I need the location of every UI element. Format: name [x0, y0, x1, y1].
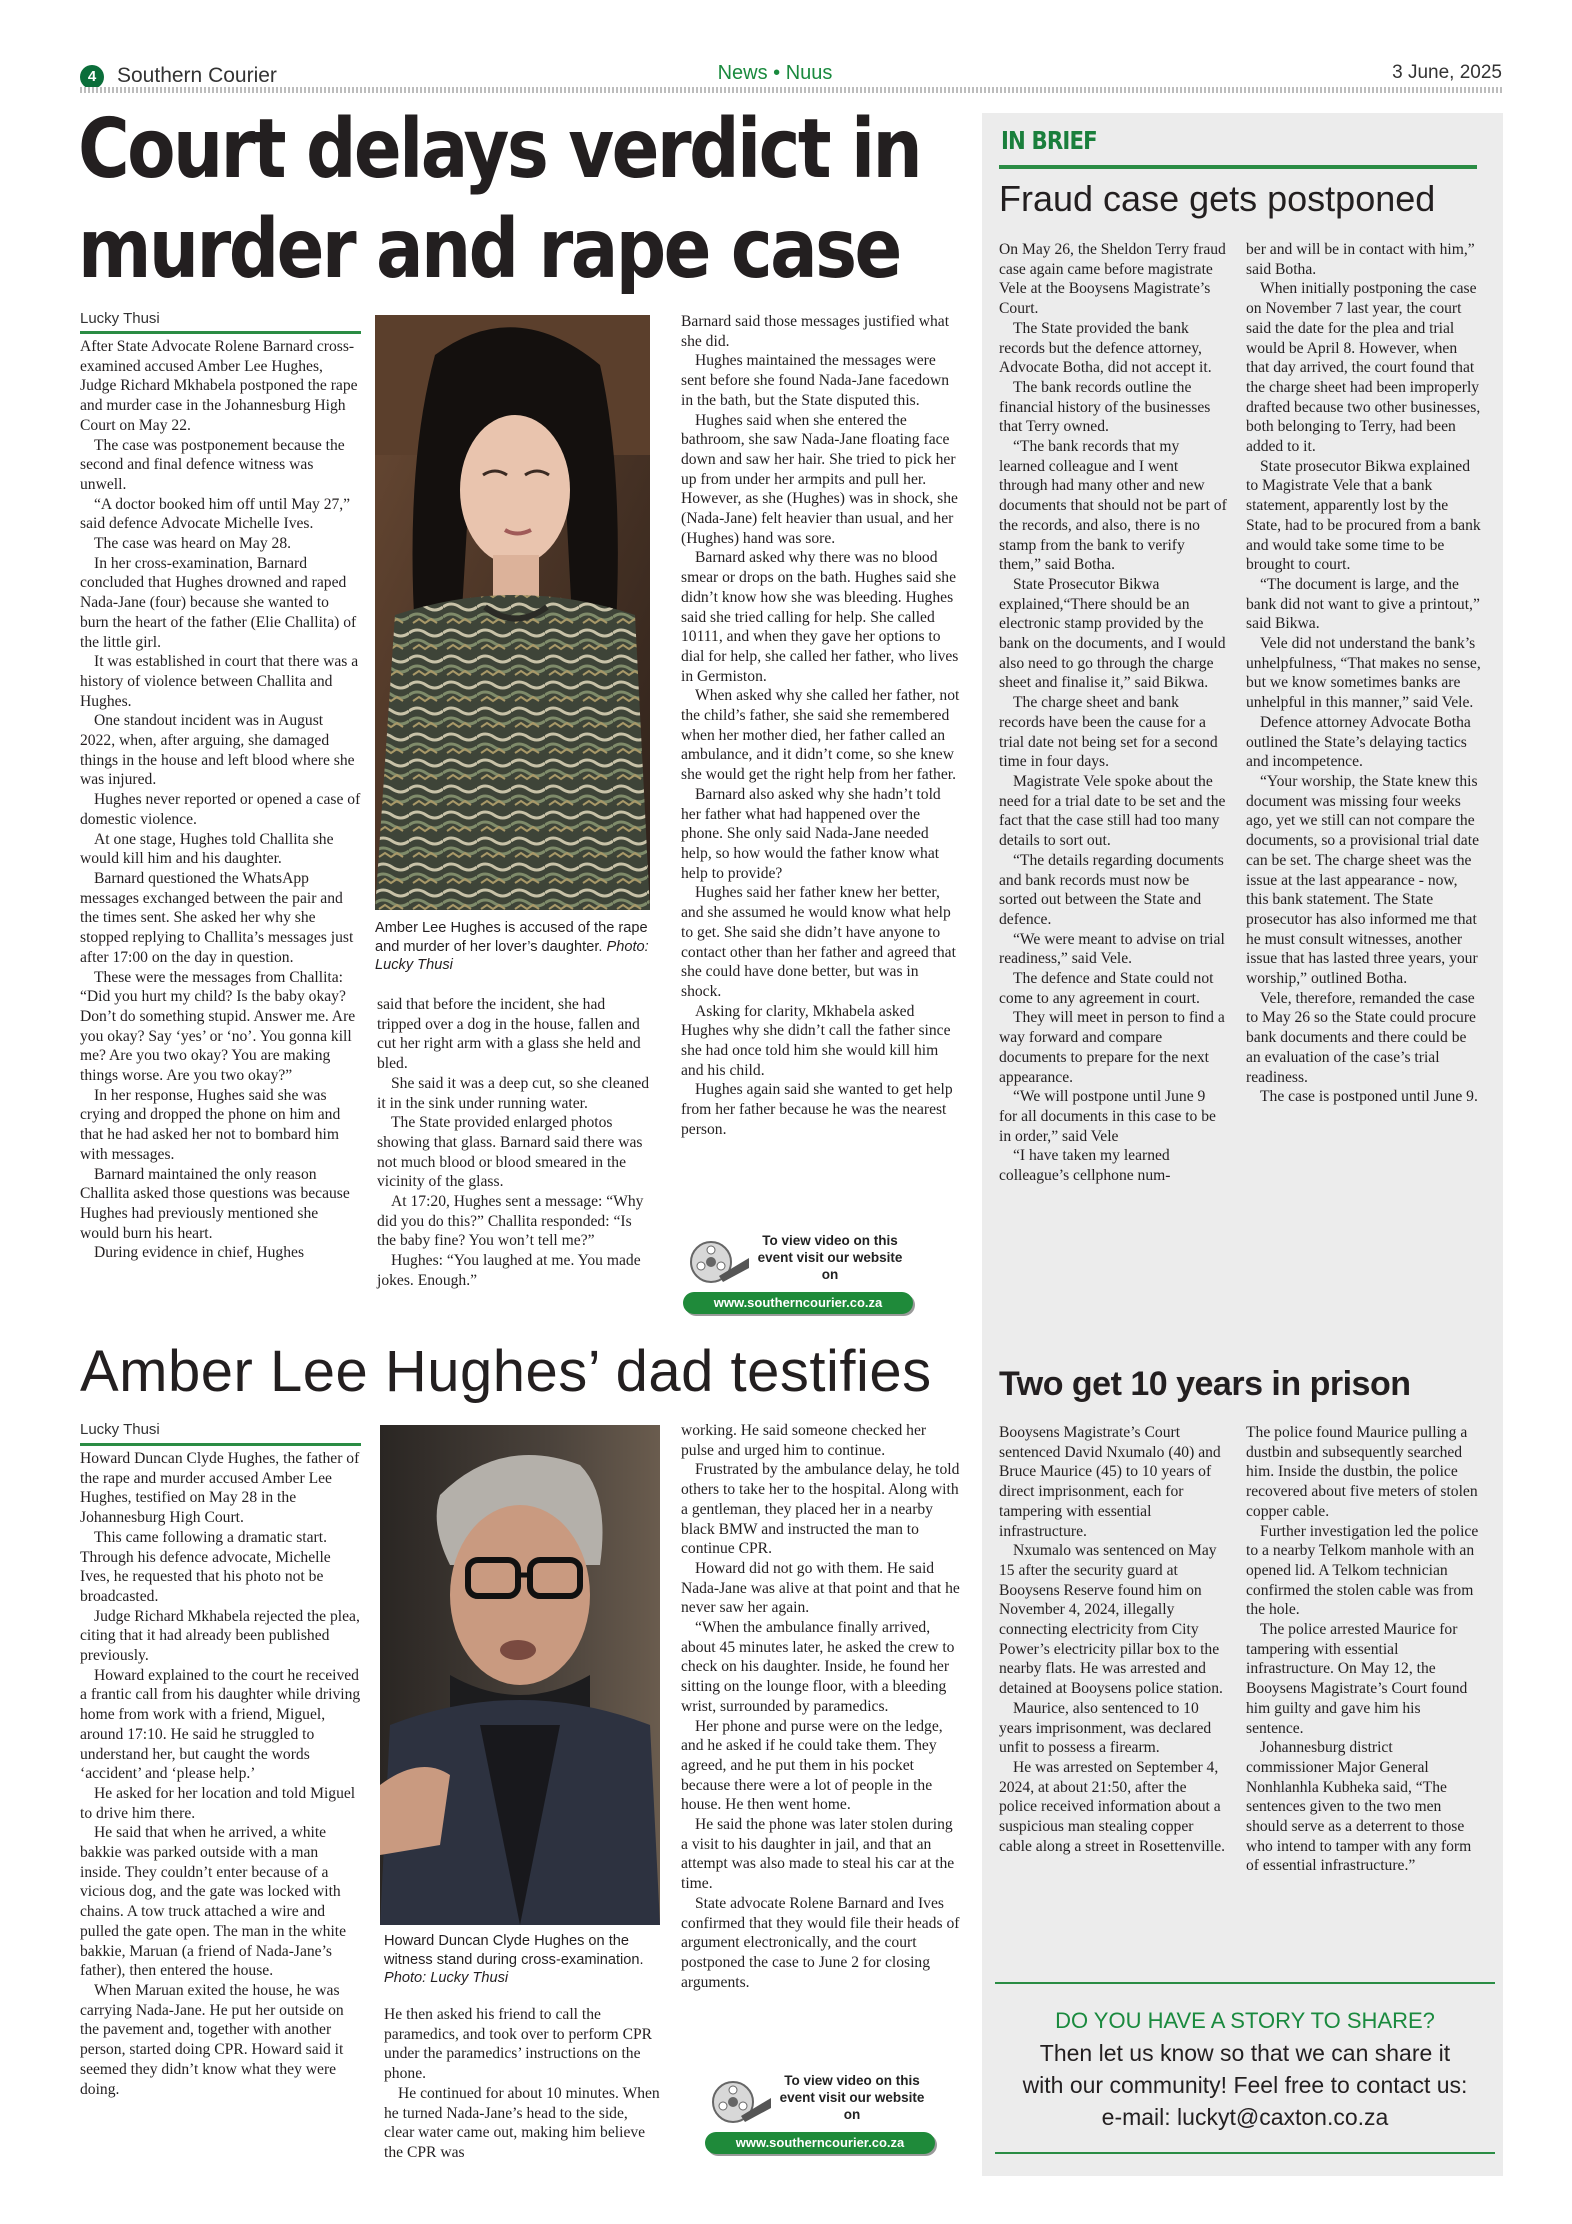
- paragraph: In her cross-examination, Barnard concluded that Hughes drowned and raped Nada-Jane (four) because she wanted to burn the heart of the father (Elie Challita) of the little girl.: [80, 554, 357, 651]
- paragraph: The case is postponed until June 9.: [1260, 1088, 1478, 1106]
- paragraph: “We will postpone until June 9 for all documents in this case to be in order,” said Vele: [999, 1088, 1216, 1145]
- second-column-2: [384, 2005, 660, 2163]
- paragraph: When initially postponing the case on November 7 last year, the court said the date for the plea and trial would be April 8. However, when that day arrived, the court found that the charge sheet had been improperly drafted because two other businesses, both belonging to Terry, had been added to it.: [1246, 280, 1481, 456]
- paragraph: The defence and State could not come to any agreement in court.: [999, 970, 1214, 1007]
- howard-photo-caption: [384, 1932, 660, 1988]
- paragraph: The State provided the bank records but the defence attorney, Advocate Botha, did not accept it.: [999, 319, 1212, 377]
- paragraph: The police found Maurice pulling a dustbin and subsequently searched him. Inside the dustbin, the police recovered about five meters of stolen copper cable.: [1246, 1424, 1478, 1520]
- paragraph: Hughes said her father knew her better, and she assumed he would know what help to get. She said she didn’t have anyone to contact other than her father and agreed that she could have done better, but was in shock.: [681, 884, 956, 1000]
- paragraph: When Maruan exited the house, he was carrying Nada-Jane. He put her outside on the pavement and, together with another person, started doing CPR. Howard said it seemed they didn’t know what they were doing.: [80, 1981, 344, 2098]
- paragraph: At 17:20, Hughes sent a message: “Why did you do this?” Challita responded: “Is the baby fine? You won’t tell me?”: [377, 1193, 644, 1250]
- video-prompt-text: To view video on this event visit our website on: [757, 1233, 903, 1282]
- paragraph: “We were meant to advise on trial readiness,” said Vele.: [999, 930, 1225, 968]
- video-badge-main[interactable]: [683, 1232, 913, 1322]
- page-number-badge: 4: [80, 65, 104, 89]
- paragraph: Maurice, also sentenced to 10 years imprisonment, was declared unfit to possess a firearm.: [999, 1699, 1212, 1757]
- paragraph: Booysens Magistrate’s Court sentenced David Nxumalo (40) and Bruce Maurice (45) to 10 years of direct imprisonment, each for tampering with essential infrastructure.: [999, 1424, 1221, 1540]
- video-badge-second[interactable]: [705, 2072, 935, 2162]
- second-byline-rule: [80, 1443, 361, 1446]
- paragraph: Howard did not go with them. He said Nada-Jane was alive at that point and that he never saw her again.: [681, 1559, 960, 1617]
- howard-hughes-photo: [380, 1425, 660, 1925]
- paragraph: Barnard said those messages justified what she did.: [681, 313, 950, 350]
- paragraph: “I have taken my learned colleague’s cellphone num-: [999, 1147, 1171, 1185]
- paragraph: The police arrested Maurice for tampering with essential infrastructure. On May 12, the Booysens Magistrate’s Court found him guilty and gave him his sentence.: [1246, 1621, 1468, 1737]
- paragraph: Her phone and purse were on the ledge, and he asked if he could take them. They agreed, and he put them in his pocket because there were a lot of people in the house. He then went home.: [681, 1717, 943, 1814]
- paragraph: The charge sheet and bank records have been the cause for a trial date not being set for a second time in four days.: [999, 694, 1218, 771]
- promo-bottom-rule: [995, 2152, 1495, 2154]
- paragraph: He said the phone was later stolen during a visit to his daughter in jail, and that an attempt was also made to steal his car at the time.: [681, 1816, 955, 1893]
- section-label: News • Nuus: [717, 62, 833, 84]
- paragraph: One standout incident was in August 2022, when, after arguing, she damaged things in the house and left blood where she was injured.: [80, 712, 355, 789]
- paragraph: The State provided enlarged photos showing that glass. Barnard said there was not much blood or blood smeared in the vicinity of the glass.: [377, 1114, 643, 1191]
- paragraph: Magistrate Vele spoke about the need for a trial date to be set and the fact that the case still had too many details to sort out.: [999, 772, 1226, 850]
- paragraph: Johannesburg district commissioner Major General Nonhlanhla Kubheka said, “The sentences given to the two men should serve as a deterrent to those who intend to tamper with any form of essential infrastructure.”: [1246, 1739, 1472, 1875]
- paragraph: Barnard asked why there was no blood smear or drops on the bath. Hughes said she didn’t know how she was bleeding. Hughes said she tried calling for help. She called 10111, and when they gave her options to dial for help, she called her father, who lives in Germiston.: [681, 549, 959, 685]
- paragraph: Barnard also asked why she hadn’t told her father what had happened over the phone. She only said Nada-Jane needed help, so how would the father know what help to provide?: [681, 785, 941, 882]
- paragraph: Hughes said when she entered the bathroom, she saw Nada-Jane floating face down and saw her hair. She tried to pick her up from under her armpits and pull her. However, as she (Hughes) was in shock, she (Nada-Jane) felt heavier than usual, and her (Hughes) hand was sore.: [681, 411, 958, 547]
- prison-column-2: [1246, 1423, 1481, 1876]
- paragraph: Hughes again said she wanted to get help from her father because he was the nearest person.: [681, 1081, 953, 1138]
- paragraph: State prosecutor Bikwa explained to Magistrate Vele that a bank statement, apparently lost by the State, had to be procured from a bank and would take some time to be brought to court.: [1246, 457, 1481, 574]
- main-column-3: [681, 312, 961, 1140]
- website-link[interactable]: www.southerncourier.co.za: [705, 2132, 935, 2154]
- amber-photo-caption-text: Amber Lee Hughes is accused of the rape and murder of her lover’s daughter.: [375, 920, 648, 955]
- promo-line-2: with our community! Feel free to contact us:: [1022, 2072, 1468, 2098]
- howard-photo-caption-text: Howard Duncan Clyde Hughes on the witness stand during cross-examination.: [384, 1933, 644, 1968]
- paragraph: “The document is large, and the bank did not want to give a printout,” said Bikwa.: [1246, 575, 1480, 633]
- paragraph: He was arrested on September 4, 2024, at about 21:50, after the police received information about a suspicious man stealing copper cable along a street in Rosettenville.: [999, 1758, 1226, 1855]
- amber-photo-credit: Photo: Lucky Thusi: [375, 938, 649, 973]
- main-headline: [78, 100, 921, 300]
- promo-line-1: Then let us know so that we can share it: [1039, 2040, 1451, 2066]
- paragraph: He continued for about 10 minutes. When he turned Nada-Jane’s head to the side, clear water came out, making him believe the CPR was: [384, 2084, 660, 2161]
- paragraph: Frustrated by the ambulance delay, he told others to take her to the hospital. Along with a gentleman, they placed her in a nearby black BMW and instructed the man to continue CPR.: [681, 1461, 960, 1558]
- promo-email[interactable]: e-mail: luckyt@caxton.co.za: [1101, 2104, 1389, 2130]
- fraud-column-2: [1246, 240, 1481, 1107]
- paragraph: “The details regarding documents and bank records must now be sorted out between the State and defence.: [999, 851, 1224, 928]
- main-column-1: [80, 337, 361, 1263]
- paragraph: They will meet in person to find a way forward and compare documents to prepare for the next appearance.: [999, 1009, 1225, 1086]
- paragraph: Hughes never reported or opened a case of domestic violence.: [80, 791, 361, 828]
- paragraph: This came following a dramatic start. Through his defence advocate, Michelle Ives, he requested that his photo not be broadcasted.: [80, 1528, 331, 1605]
- second-column-1: [80, 1449, 361, 2099]
- paragraph: said that before the incident, she had tripped over a dog in the house, fallen and cut her right arm with a glass she held and bled.: [377, 996, 641, 1073]
- paragraph: He then asked his friend to call the paramedics, and took over to perform CPR under the paramedics’ instructions on the phone.: [384, 2006, 653, 2083]
- main-headline-line-1: Court delays verdict in: [78, 102, 921, 197]
- amber-photo-caption: [375, 919, 650, 975]
- issue-date: 3 June, 2025: [1392, 62, 1502, 83]
- paragraph: At one stage, Hughes told Challita she would kill him and his daughter.: [80, 830, 334, 868]
- paragraph: The case was postponement because the second and final defence witness was unwell.: [80, 436, 345, 493]
- prison-headline: Two get 10 years in prison: [999, 1365, 1411, 1403]
- second-byline: Lucky Thusi: [80, 1421, 160, 1438]
- paragraph: Vele, therefore, remanded the case to May 26 so the State could procure bank documents and there could be an evaluation of the case’s trial readiness.: [1246, 989, 1476, 1086]
- promo-top-rule: [995, 1982, 1495, 1984]
- paragraph: “When the ambulance finally arrived, about 45 minutes later, he asked the crew to check on his daughter. Inside, he found her sitting on the lounge floor, with a bleeding wrist, surrounded by paramedics.: [681, 1619, 955, 1715]
- paragraph: ber and will be in contact with him,” said Botha.: [1246, 241, 1475, 278]
- amber-lee-hughes-photo: [375, 315, 650, 910]
- paragraph: Judge Richard Mkhabela rejected the plea, citing that it had already been published previously.: [80, 1607, 360, 1665]
- paragraph: Vele did not understand the bank’s unhelpfulness, “That makes no sense, but we know sometimes banks are unhelpful in this manner,” said Vele.: [1246, 635, 1481, 712]
- film-reel-icon: [711, 2076, 773, 2126]
- second-column-3: [681, 1421, 961, 1992]
- prison-column-1: [999, 1423, 1227, 1856]
- in-brief-label: IN BRIEF: [1001, 126, 1097, 155]
- paragraph: After State Advocate Rolene Barnard cross-examined accused Amber Lee Hughes, Judge Richard Mkhabela postponed the rape and murder case in the Johannesburg High Court on May 22.: [80, 338, 358, 434]
- paragraph: Defence attorney Advocate Botha outlined the State’s delaying tactics and incompetence.: [1246, 713, 1471, 771]
- paragraph: Hughes maintained the messages were sent before she found Nada-Jane facedown in the bath, but the State disputed this.: [681, 352, 950, 409]
- main-headline-line-2: murder and rape case: [78, 202, 900, 297]
- fraud-headline: Fraud case gets postponed: [999, 178, 1436, 219]
- paragraph: Howard explained to the court he received a frantic call from his daughter while driving home from work with a friend, Miguel, around 17:10. He said he struggled to understand her, but caught the words ‘accident’ and ‘please help.’: [80, 1666, 361, 1783]
- howard-photo-credit: Photo: Lucky Thusi: [384, 1970, 509, 1986]
- paragraph: Asking for clarity, Mkhabela asked Hughes why she didn’t call the father since she had once told him she would kill him and his child.: [681, 1002, 951, 1079]
- paragraph: Howard Duncan Clyde Hughes, the father of the rape and murder accused Amber Lee Hughes, testified on May 28 in the Johannesburg High Court.: [80, 1450, 360, 1527]
- second-headline: Amber Lee Hughes’ dad testifies: [80, 1339, 932, 1404]
- film-reel-icon: [689, 1236, 751, 1286]
- paragraph: During evidence in chief, Hughes: [94, 1244, 305, 1262]
- paragraph: Hughes: “You laughed at me. You made jokes. Enough.”: [377, 1252, 641, 1289]
- paragraph: State Prosecutor Bikwa explained,“There should be an electronic stamp provided by the bank on the documents, and I would also need to go through the charge sheet and finalise it,” said Bikwa.: [999, 575, 1226, 692]
- header-rule: [80, 87, 1503, 93]
- main-byline: Lucky Thusi: [80, 310, 160, 327]
- paragraph: Further investigation led the police to a nearby Telkom manhole with an opened lid. A Telkom technician confirmed the stolen cable was from the hole.: [1246, 1522, 1479, 1619]
- paragraph: working. He said someone checked her pulse and urged him to continue.: [681, 1422, 927, 1459]
- paragraph: He asked for her location and told Miguel to drive him there.: [80, 1784, 356, 1822]
- main-byline-rule: [80, 331, 361, 334]
- paragraph: The case was heard on May 28.: [94, 535, 292, 553]
- paragraph: He said that when he arrived, a white bakkie was parked outside with a man inside. They couldn’t enter because of a vicious dog, and the gate was locked with chains. A tow truck attached a wire and pulled the gate open. The man in the white bakkie, Maruan (a friend of Nada-Jane’s father), then entered the house.: [80, 1824, 347, 1980]
- paragraph: In her response, Hughes said she was crying and dropped the phone on him and that he had asked her not to bombard him with messages.: [80, 1086, 341, 1163]
- paragraph: These were the messages from Challita: “Did you hurt my child? Is the baby okay? Don’t do something stupid. Answer me. Are you okay? Say ‘yes’ or ‘no’. You gonna kill me? Are you two okay? You are making things worse. Are you two okay?”: [80, 968, 356, 1085]
- video-prompt-text: To view video on this event visit our website on: [779, 2073, 925, 2122]
- in-brief-rule: [999, 165, 1477, 169]
- paragraph: State advocate Rolene Barnard and Ives confirmed that they would file their heads of argument electronically, and the court postponed the case to June 2 for closing arguments.: [681, 1894, 960, 1991]
- paragraph: Barnard maintained the only reason Challita asked those questions was because Hughes had previously mentioned she would burn his heart.: [80, 1165, 350, 1242]
- paragraph: “A doctor booked him off until May 27,” said defence Advocate Michelle Ives.: [80, 495, 351, 533]
- paragraph: On May 26, the Sheldon Terry fraud case again came before magistrate Vele at the Booysens Magistrate’s Court.: [999, 241, 1226, 318]
- website-link[interactable]: www.southerncourier.co.za: [683, 1292, 913, 1314]
- fraud-column-1: [999, 240, 1227, 1186]
- paragraph: “Your worship, the State knew this document was missing four weeks ago, yet we still can not compare the documents, so a provisional trial date can be set. The charge sheet was the issue at the last appearance - now, this bank statement. The State prosecutor has also informed me that he must consult witnesses, another issue that has lasted three years, your worship,” outlined Botha.: [1246, 772, 1479, 988]
- paragraph: She said it was a deep cut, so she cleaned it in the sink under running water.: [377, 1074, 650, 1112]
- paragraph: Barnard questioned the WhatsApp messages exchanged between the pair and the times sent. She asked her why she stopped replying to Challita’s messages just after 17:00 on the day in question.: [80, 869, 354, 966]
- paragraph: It was established in court that there was a history of violence between Challita and Hughes.: [80, 653, 359, 710]
- publication-name: Southern Courier: [117, 64, 277, 87]
- paragraph: Nxumalo was sentenced on May 15 after the security guard at Booysens Reserve found him on November 4, 2024, illegally connecting electricity from City Power’s electricity pillar box to the nearby flats. He was arrested and detained at Booysens police station.: [999, 1542, 1223, 1698]
- main-column-2: [377, 995, 650, 1291]
- promo-question: DO YOU HAVE A STORY TO SHARE?: [1055, 2008, 1435, 2033]
- paragraph: “The bank records that my learned colleague and I went through had many other and new documents that should not be part of the records, and also, there is no stamp from the bank to verify them,” said Botha.: [999, 438, 1227, 574]
- paragraph: When asked why she called her father, not the child’s father, she said she remembered when her mother died, her father called an ambulance, and it didn’t come, so she knew she would get the right help from her father.: [681, 687, 960, 784]
- paragraph: The bank records outline the financial history of the businesses that Terry owned.: [999, 378, 1211, 436]
